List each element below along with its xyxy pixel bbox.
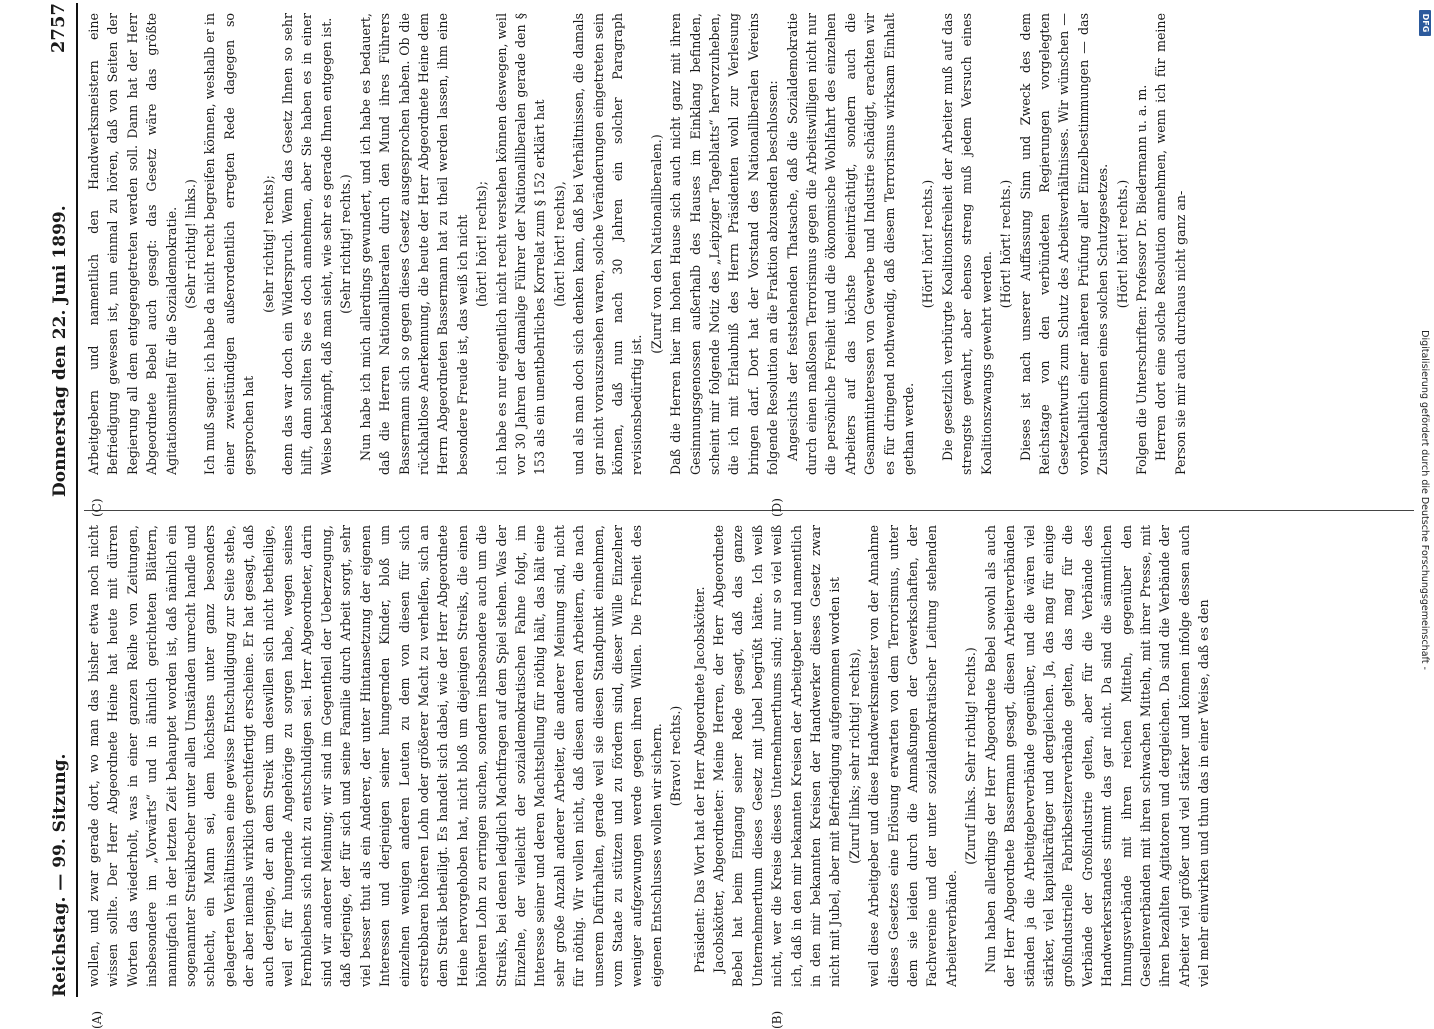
interjection: (Sehr richtig! links.) <box>183 179 199 309</box>
paragraph: Nun habe ich mich allerdings gewundert, und ich habe es bedauert, daß die Herren Nationalliberalen durch den Mund ihres Führers Bassermann sich so gegen dieses Gesetz ausgesprochen haben. Ob die rückhaltlose Anerkennung, die heute der Herr Abgeordnete Heine dem Herrn Abgeordneten Bassermann hat zu theil werden lassen, ihm eine besondere Freude ist, das weiß ich nicht <box>357 13 470 475</box>
paragraph: Folgen die Unterschriften: Professor Dr. Biedermann u. a. m. <box>1133 84 1149 475</box>
interjection: (Hört! hört! rechts.) <box>998 179 1014 309</box>
margin-marker-d: (D) <box>770 498 784 517</box>
paragraph: weil diese Arbeitgeber und diese Handwerksmeister von der Annahme dieses Gesetzes eine Erlösung erwarten von dem Terrorismus, unter dem sie leiden durch die Anmaßungen der Gewerkschaften, der Fachvereine und der unter sozialdemokratischer Leitung stehenden Arbeiterverbände. <box>866 525 959 987</box>
interjection: (sehr richtig! rechts); <box>260 175 276 313</box>
paragraph: Daß die Herren hier im hohen Hause sich auch nicht ganz mit ihren Gesinnungsgenossen außerhalb des Hauses im Einklang befinden, scheint mir folgende Notiz des „Leipziger Tageblatts“ hervorzuheben, die ich mit Erlaubniß des Herrn Präsidenten wohl zur Verlesung bringen darf. Dort hat der Vorstand des Nationalliberalen Vereins folgende Resolution an die Fraktion abzusenden beschlossen: <box>668 13 781 475</box>
interjection: (hört! hört! rechts), <box>551 181 567 307</box>
left-column <box>84 525 1414 987</box>
page-header <box>40 3 76 997</box>
dfg-logo-text: DFG <box>1421 13 1430 33</box>
interjection: (Zuruf links. Sehr richtig! rechts.) <box>963 647 979 865</box>
paragraph: wollen, und zwar gerade dort, wo man das bisher etwa noch nicht wissen sollte. Der Herr Abgeordnete Heine hat heute mit dürren Worten das wiederholt, was in einer ganzen Reihe von Zeitungen, insbesondere im „Vorwärts“ und in ähnlich gerichteten Blättern, mannigfach in der letzten Zeit behauptet worden ist, daß nämlich ein sogenannter Streikbrecher unter allen Umständen unrecht handle und schlecht, ein Mann sei, dem höchstens unter ganz besonders gelagerten Verhältnissen eine gewisse Entschuldigung zur Seite stehe, der aber niemals wirklich gerechtfertigt erscheine. Er hat gesagt, daß auch derjenige, der an dem Streik um deswillen sich nicht betheilige, weil er für hungernde Angehörige zu sorgen habe, wegen seines Fernbleibens sich nicht zu entschuldigen sei. Herr Abgeordneter, darin sind wir anderer Meinung; wir sind im Gegentheil der Ueberzeugung, daß derjenige, der für sich und seine Familie durch Arbeit sorgt, sehr viel besser thut als ein Anderer, der unter Hintansetzung der eigenen Interessen und derjenigen seiner hungernden Kinder, bloß um einzelnen wenigen anderen Leuten zu dem von diesen für sich erstrebbaren höheren Lohn oder größerer Macht zu verhelfen, sich an dem Streik betheiligt. Es handelt sich dabei, wie der Herr Abgeordnete Heine hervorgehoben hat, nicht bloß um diejenigen Streiks, die einen höheren Lohn zu erringen suchen, sondern insbesondere auch um die Streiks, bei denen lediglich Machtfragen auf dem Spiel stehen. Was der Einzelne, der vielleicht der sozialdemokratischen Fahne folgt, im Interesse seiner und deren Machtstellung für nöthig hält, das hält eine sehr große Anzahl anderer Arbeiter, die anderer Meinung sind, nicht für nöthig. Wir wollen nicht, daß diesen anderen Arbeitern, die nach unserem Dafürhalten, gerade weil sie diesen Standpunkt einnehmen, vom Staate zu stützen und zu fördern sind, dieser Wille Einzelner weniger aufgezwungen werde gegen ihren Willen. Die Freiheit des eigenen Entschlusses wollen wir sichern. <box>86 525 664 987</box>
quoted-resolution: Angesichts der feststehenden Thatsache, daß die Sozialdemokratie durch einen maßlosen Terrorismus gegen die Arbeitswilligen nicht nur die persönliche Freiheit und die ökonomische Wohlfahrt des einzelnen Arbeiters auf das höchste beeinträchtigt, sondern auch die Gesammtinteressen von Gewerbe und Industrie schädigt, erachten wir es für dringend nothwendig, daß diesem Terrorismus wirksam Einhalt gethan werde. <box>784 13 917 475</box>
paragraph: Jacobskötter, Abgeordneter: Meine Herren, der Herr Abgeordnete Bebel hat beim Eingang seiner Rede gesagt, daß das ganze Unternehmerthum dieses Gesetz mit Jubel begrüßt hätte. Ich weiß nicht, wer die Kreise dieses Unternehmerthums sind; nur so viel weiß ich, daß in den mir bekannten Kreisen der Arbeitgeber und namentlich in den mir bekannten Kreisen der Handwerker dieses Gesetz zwar nicht mit Jubel, aber mit Befriedigung aufgenommen worden ist <box>711 525 843 987</box>
interjection: (Bravo! rechts.) <box>668 705 684 807</box>
interjection: (Hört! hört! rechts.) <box>1114 179 1130 309</box>
column-divider <box>84 510 1414 511</box>
paragraph: Nun haben allerdings der Herr Abgeordnete Bebel sowohl als auch der Herr Abgeordnete Bassermann gesagt, diesen Arbeiterverbänden ständen ja die Arbeitgeberverbände gegenüber, und die wären viel stärker, viel kapitalkräftiger und dergleichen. Ja, das mag für einige großindustrielle Fabrikbesitzerverbände gelten, das mag für die Verbände der Großindustrie gelten, aber für die Verbände des Handwerkerstandes stimmt das gar nicht. Da sind die sämmtlichen Innungsverbände mit ihren reichen Mitteln, gegenüber den Gesellenverbänden mit ihren schwachen Mitteln, mit ihrer Presse, mit ihren bezahlten Agitatoren und dergleichen. Da sind die Verbände der Arbeiter viel größer und viel stärker und können infolge dessen auch viel mehr einwirken und thun das in einer Weise, daß es den <box>982 525 1212 987</box>
paragraph: und als man doch sich denken kann, daß bei Verhältnissen, die damals gar nicht vorauszusehen waren, solche Veränderungen eingetreten sein können, daß nun nach 30 Jahren ein solcher Paragraph revisionsbedürftig ist. <box>571 13 645 475</box>
right-column <box>84 13 1414 475</box>
page-number: 2757 <box>48 3 69 54</box>
paragraph: Präsident: Das Wort hat der Herr Abgeordnete Jacobskötter. <box>691 586 707 973</box>
margin-marker-c: (C) <box>90 498 104 517</box>
paragraph: Arbeitgebern und namentlich den Handwerksmeistern eine Befriedigung gewesen ist, nun einmal zu hören, daß von Seiten der Regierung all dem entgegengetreten werden soll. Dann hat der Herr Abgeordnete Bebel auch gesagt: das Gesetz wäre das größte Agitationsmittel für die Sozialdemokratie. <box>86 13 179 475</box>
interjection: (Sehr richtig! rechts.) <box>338 174 354 314</box>
margin-marker-a: (A) <box>90 1010 104 1029</box>
header-date: Donnerstag den 22. Juni 1899. <box>50 205 70 497</box>
header-rule <box>76 3 78 997</box>
paragraph: ich habe es nur eigentlich nicht recht verstehen können deswegen, weil vor 30 Jahren der damalige Führer der Nationalliberalen gerade den § 153 als ein unentbehrliches Korrelat zum § 152 erklärt hat <box>493 13 548 475</box>
paragraph: Herren dort eine solche Resolution annehmen, wenn ich für meine Person sie mir auch durchaus nicht ganz an- <box>1153 13 1188 475</box>
paragraph: Ich muß sagen: ich habe da nicht recht begreifen können, weshalb er in einer zweistündigen außerordentlich erregten Rede dagegen so gesprochen hat <box>202 13 257 475</box>
interjection: (Hört! hört! rechts.) <box>920 179 936 309</box>
header-session: Reichstag. — 99. Sitzung. <box>50 753 70 997</box>
rotated-document-page <box>40 3 1420 1029</box>
interjection: (Zuruf von den Nationalliberalen.) <box>648 134 664 354</box>
quoted-resolution: Dieses ist nach unserer Auffassung Sinn und Zweck des dem Reichstage von den verbündeten Regierungen vorgelegten Gesetzentwurfs zum Schutz des Arbeitsverhältnisses. Wir wünschen — vorbehaltlich einer näheren Prüfung aller Einzelbestimmungen — das Zustandekommen eines solchen Schutzgesetzes. <box>1017 13 1111 475</box>
interjection: (Zuruf links; sehr richtig! rechts), <box>846 648 862 864</box>
digitization-watermark <box>1418 10 1432 990</box>
quoted-resolution: Die gesetzlich verbürgte Koalitionsfreiheit der Arbeiter muß auf das strengste gewahrt, aber ebenso streng muß jedem Versuch eines Koalitionszwangs gewehrt werden. <box>939 13 994 475</box>
watermark-text: Digitalisierung gefördert durch die Deutsche Forschungsgemeinschaft - <box>1419 330 1430 670</box>
paragraph: denn das war doch ein Widerspruch. Wenn das Gesetz Ihnen so sehr hilft, dann sollten Sie es doch annehmen, aber Sie haben es in einer Weise bekämpft, daß man sieht, wie sehr es gerade Ihnen entgegen ist. <box>280 13 334 475</box>
margin-marker-b: (B) <box>770 1010 784 1029</box>
interjection: (hört! hört! rechts); <box>474 181 490 307</box>
